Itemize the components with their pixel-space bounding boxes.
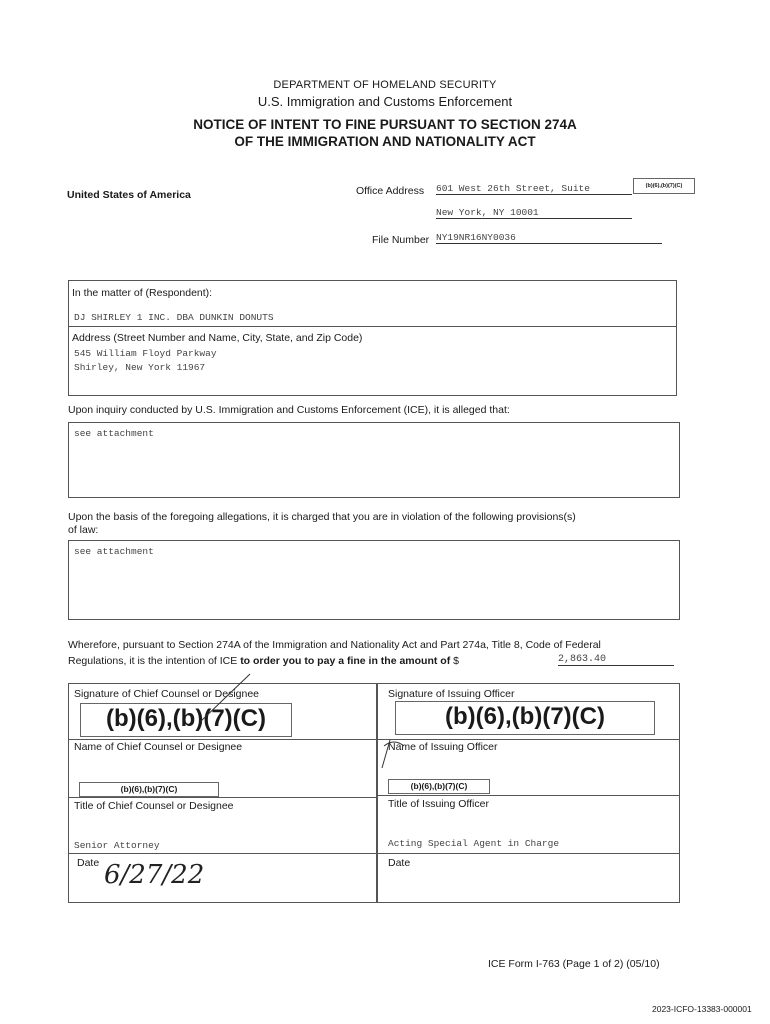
left-signature-stroke (200, 674, 250, 722)
violations-text: see attachment (74, 546, 154, 557)
agency-heading: U.S. Immigration and Customs Enforcement (257, 94, 513, 109)
fine-amount: 2,863.40 (558, 654, 674, 666)
respondent-label: In the matter of (Respondent): (72, 287, 213, 299)
fine-currency: $ (453, 655, 459, 667)
department-heading: DEPARTMENT OF HOMELAND SECURITY (273, 79, 497, 91)
address-label: Address (Street Number and Name, City, State, and Zip Code) (72, 332, 363, 344)
right-signature-redaction: (b)(6),(b)(7)(C) (395, 701, 655, 735)
left-date-value: 6/27/22 (104, 860, 205, 890)
left-name-label: Name of Chief Counsel or Designee (74, 741, 243, 753)
file-number-label: File Number (372, 234, 430, 246)
fine-text-bold: to order you to pay a fine in the amount of (240, 655, 451, 667)
left-title-value: Senior Attorney (74, 840, 160, 851)
right-date-label: Date (388, 857, 411, 869)
office-redaction: (b)(6),(b)(7)(C) (633, 178, 695, 194)
left-date-label: Date (77, 857, 100, 869)
violations-intro-line2: of law: (68, 524, 99, 536)
allegations-intro: Upon inquiry conducted by U.S. Immigration and Customs Enforcement (ICE), it is alleged that: (68, 404, 510, 416)
right-title-label: Title of Issuing Officer (388, 798, 489, 810)
file-number-value: NY19NR16NY0036 (436, 232, 662, 244)
violations-intro-line1: Upon the basis of the foregoing allegations, it is charged that you are in violation of the following provisions(s) (68, 511, 576, 523)
address-line2: Shirley, New York 11967 (74, 362, 206, 373)
right-name-redaction: (b)(6),(b)(7)(C) (388, 779, 490, 794)
left-title-label: Title of Chief Counsel or Designee (74, 800, 234, 812)
form-id: ICE Form I-763 (Page 1 of 2) (05/10) (488, 958, 660, 970)
right-initial-stroke (384, 742, 404, 746)
office-address-line2: New York, NY 10001 (436, 207, 632, 219)
fine-text-start: Regulations, it is the intention of ICE (68, 655, 238, 667)
left-signature-label: Signature of Chief Counsel or Designee (74, 688, 260, 700)
document-title-line1: NOTICE OF INTENT TO FINE PURSUANT TO SECTION 274A (193, 117, 577, 132)
country-label: United States of America (67, 189, 191, 201)
bates-number: 2023-ICFO-13383-000001 (652, 1004, 752, 1014)
right-title-value: Acting Special Agent in Charge (388, 838, 560, 849)
right-name-label: Name of Issuing Officer (388, 741, 498, 753)
allegations-text: see attachment (74, 428, 154, 439)
document-title-line2: OF THE IMMIGRATION AND NATIONALITY ACT (234, 134, 536, 149)
left-signature-redaction: (b)(6),(b)(7)(C) (80, 703, 292, 737)
left-name-redaction: (b)(6),(b)(7)(C) (79, 782, 219, 797)
fine-text-line1: Wherefore, pursuant to Section 274A of the Immigration and Nationality Act and Part 274a, Title 8, Code of Federal (68, 639, 601, 651)
office-address-line1: 601 West 26th Street, Suite (436, 183, 632, 195)
address-line1: 545 William Floyd Parkway (74, 348, 217, 359)
right-signature-label: Signature of Issuing Officer (388, 688, 515, 700)
respondent-name: DJ SHIRLEY 1 INC. DBA DUNKIN DONUTS (74, 312, 274, 323)
office-address-label: Office Address (356, 185, 425, 197)
